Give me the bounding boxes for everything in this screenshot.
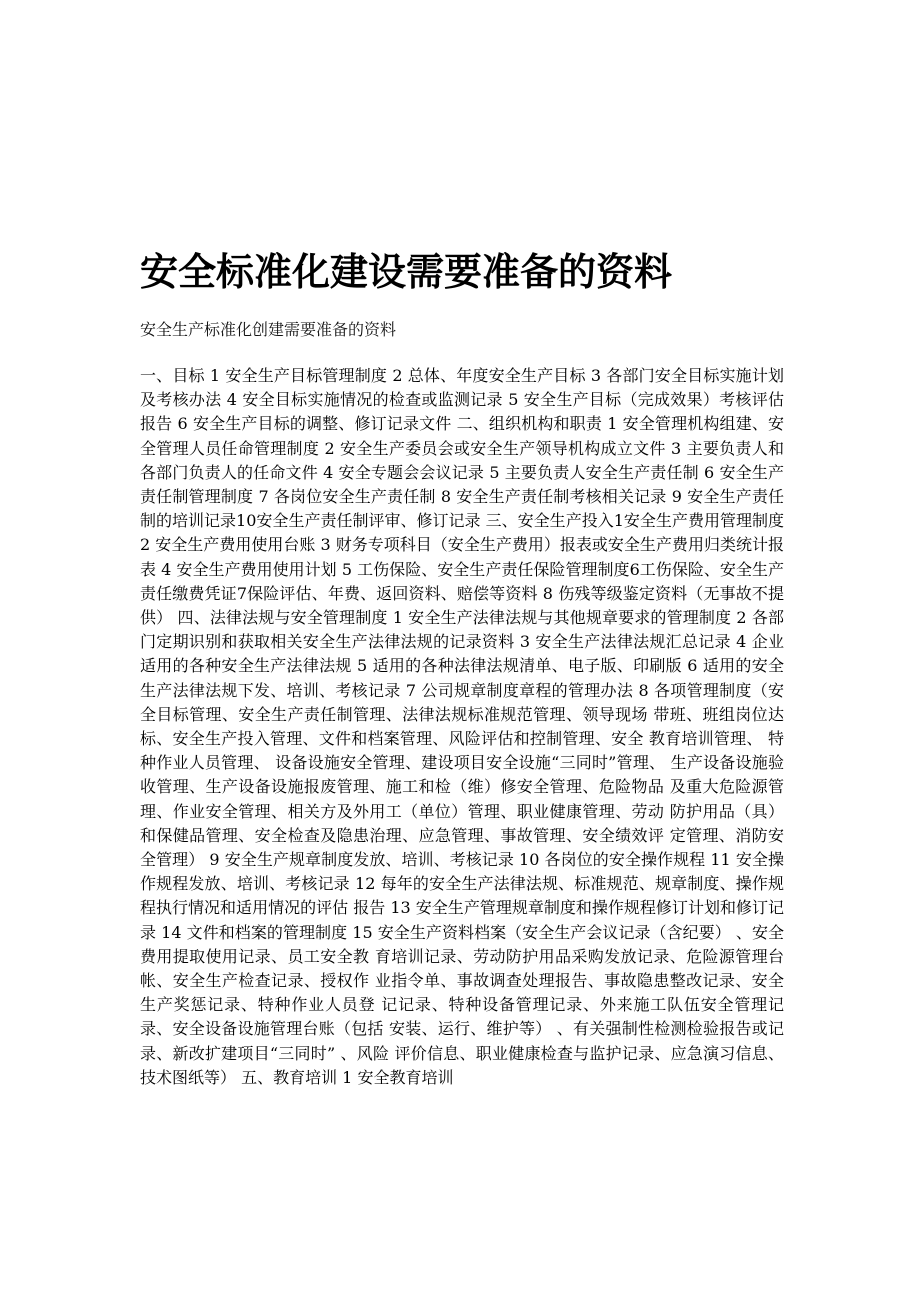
document-title: 安全标准化建设需要准备的资料: [140, 249, 673, 294]
document-body: 一、目标 1 安全生产目标管理制度 2 总体、年度安全生产目标 3 各部门安全目标实施计划及考核办法 4 安全目标实施情况的检查或监测记录 5 安全生产目标（完成效果）考核评估报告 6 安全生产目标的调整、修订记录文件 二、组织机构和职责 1 安全管理机构组建、安全管理人员任命管理制度 2 安全生产委员会或安全生产领导机构成立文件 3 主要负责人和各部门负责人的任命文件 4 安全专题会会议记录 5 主要负责人安全生产责任制 6 安全生产责任制管理制度 7 各岗位安全生产责任制 8 安全生产责任制考核相关记录 9 安全生产责任制的培训记录10安全生产责任制评审、修订记录 三、安全生产投入1安全生产费用管理制度 2 安全生产费用使用台账 3 财务专项科目（安全生产费用）报表或安全生产费用归类统计报表 4 安全生产费用使用计划 5 工伤保险、安全生产责任保险管理制度6工伤保险、安全生产责任缴费凭证7保险评估、年费、返回资料、赔偿等资料 8 伤残等级鉴定资料（无事故不提供） 四、法律法规与安全管理制度 1 安全生产法律法规与其他规章要求的管理制度 2 各部门定期识别和获取相关安全生产法律法规的记录资料 3 安全生产法律法规汇总记录 4 企业适用的各种安全生产法律法规 5 适用的各种法律法规清单、电子版、印刷版 6 适用的安全生产法律法规下发、培训、考核记录 7 公司规章制度章程的管理办法 8 各项管理制度（安全目标管理、安全生产责任制管理、法律法规标准规范管理、领导现场 带班、班组岗位达标、安全生产投入管理、文件和档案管理、风险评估和控制管理、安全 教育培训管理、 特种作业人员管理、 设备设施安全管理、建设项目安全设施“三同时”管理、 生产设备设施验收管理、生产设备设施报废管理、施工和检（维）修安全管理、危险物品 及重大危险源管理、作业安全管理、相关方及外用工（单位）管理、职业健康管理、劳动 防护用品（具）和保健品管理、安全检查及隐患治理、应急管理、事故管理、安全绩效评 定管理、消防安全管理） 9 安全生产规章制度发放、培训、考核记录 10 各岗位的安全操作规程 11 安全操作规程发放、培训、考核记录 12 每年的安全生产法律法规、标准规范、规章制度、操作规程执行情况和适用情况的评估 报告 13 安全生产管理规章制度和操作规程修订计划和修订记录 14 文件和档案的管理制度 15 安全生产资料档案（安全生产会议记录（含纪要） 、安全费用提取使用记录、员工安全教 育培训记录、劳动防护用品采购发放记录、危险源管理台帐、安全生产检查记录、授权作 业指令单、事故调查处理报告、事故隐患整改记录、安全生产奖惩记录、特种作业人员登 记记录、特种设备管理记录、外来施工队伍安全管理记录、安全设备设施管理台账（包括 安装、运行、维护等） 、有关强制性检测检验报告或记录、新改扩建项目“三同时” 、风险 评价信息、职业健康检查与监护记录、应急演习信息、技术图纸等） 五、教育培训 1 安全教育培训: [140, 366, 784, 1087]
document-subtitle: 安全生产标准化创建需要准备的资料: [140, 320, 397, 339]
